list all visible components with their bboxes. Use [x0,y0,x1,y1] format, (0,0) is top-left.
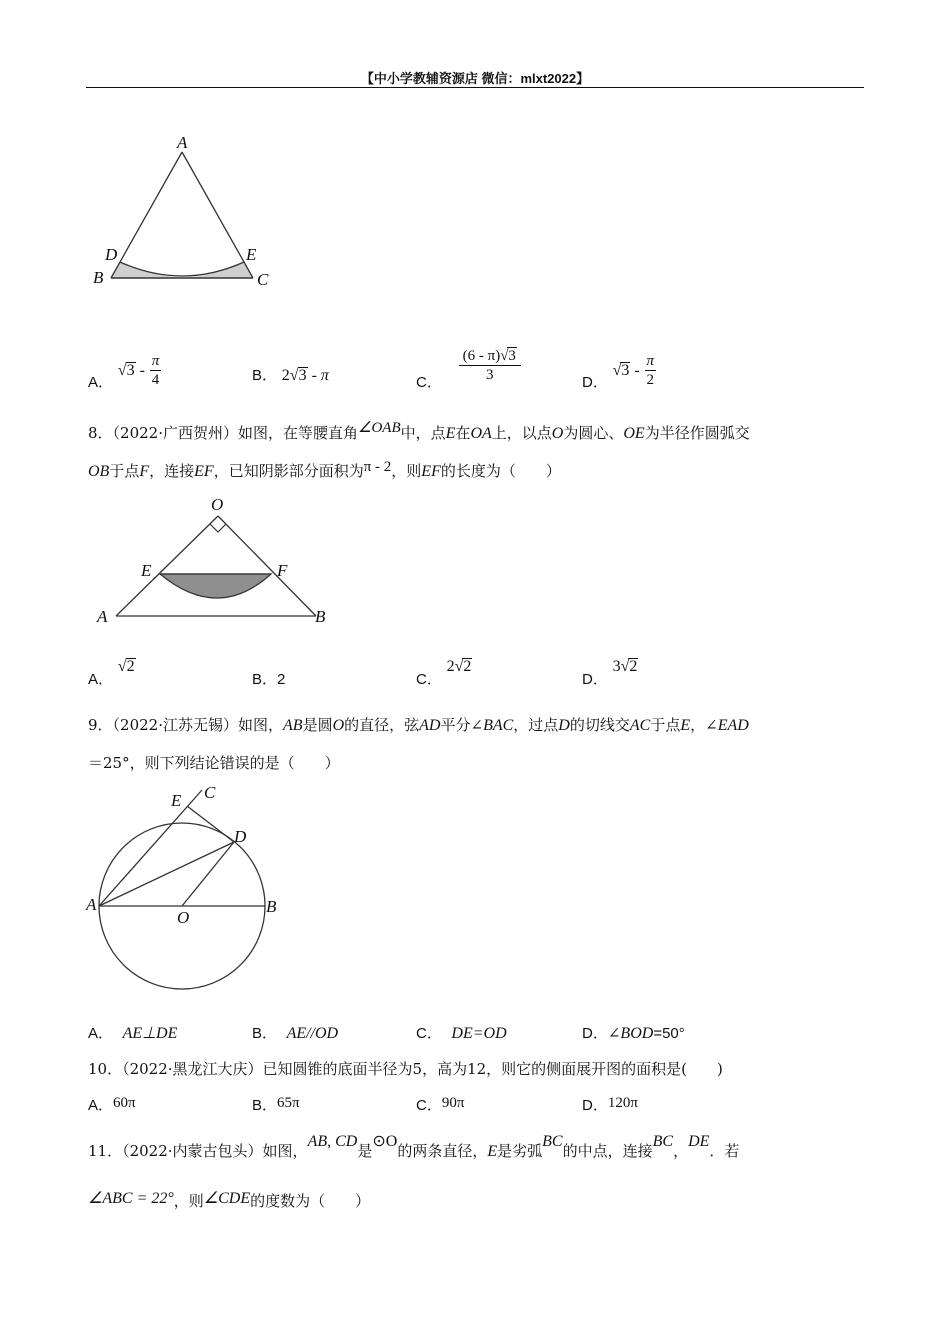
question-number: 8． [88,424,113,442]
label-b: B [315,607,326,626]
q7-option-a[interactable]: A． √3 - $\frac{\pi}{4}$ [88,353,160,391]
radicand: 2 [126,658,135,675]
minus-sign: - [139,361,145,379]
label-f: F [277,561,288,580]
option-value: 65π [277,1095,300,1111]
side-ac [182,152,253,278]
expression-rest: - π [311,367,329,384]
fraction-denominator: 2 [646,372,655,388]
question-source: （2022·内蒙古包头） [122,1142,263,1160]
option-letter: D． [582,373,608,391]
option-letter: A． [88,671,114,688]
fraction-denominator: 3 [486,367,494,383]
question-source: （2022·江苏无锡） [112,716,238,734]
q8-option-a[interactable]: A． √2 [88,658,135,688]
page-header: 【中小学教辅资源店 微信：mlxt2022】 [360,71,590,86]
q8-option-c[interactable]: C． 2√2 [416,658,472,688]
option-text: DE=OD [451,1025,507,1042]
q11-stem-line2: ∠ABC = 22°，则∠CDE的度数为（ ） [88,1190,371,1210]
arc-bc: BC [542,1133,563,1150]
option-letter: A． [88,373,114,391]
q8-stem-line2: OB于点F，连接EF，已知阴影部分面积为π - 2，则EF的长度为（ ） [88,459,561,480]
q8-stem-line1: 8．（2022·广西贺州）如图，在等腰直角∠OAB中，点E在OA上，以点O为圆心、OE为半径作圆弧交 [88,420,750,442]
option-text: BOD [620,1025,654,1042]
shaded-area-value: π - 2 [363,459,392,475]
label-b: B [93,268,104,287]
option-text: AE//OD [286,1025,339,1042]
q10-option-d[interactable] [582,1094,638,1115]
q9-stem-line1: 9．（2022·江苏无锡）如图，AB是圆O的直径，弦AD平分∠BAC，过点D的切线交AC于点E，∠EAD [88,716,749,734]
question-number: 11． [88,1142,123,1160]
option-letter: B． [252,367,278,384]
option-letter: C． [416,373,442,391]
q11-stem-line1: 11．（2022·内蒙古包头）如图，AB, CD是⊙O的两条直径，E是劣弧BC的中点，连接BC，DE．若 [88,1133,740,1160]
option-value: 120π [607,1095,638,1111]
q9-stem-line2: ＝25°，则下列结论错误的是（ ） [88,754,340,772]
q8-option-b[interactable] [252,668,285,689]
q10-option-b[interactable] [252,1094,300,1115]
option-letter: D． [582,1025,608,1042]
radicand: 3 [508,348,516,364]
label-e: E [141,561,152,580]
q10-option-a[interactable] [88,1094,136,1115]
radicand: 2 [463,658,472,675]
side-oa [116,516,218,616]
figure-q7-triangle [88,130,288,295]
circle-o-symbol: ⊙O [372,1133,398,1150]
option-letter: D． [582,671,608,688]
label-c: C [257,270,269,289]
fraction-numerator: π [151,353,160,369]
side-ob [218,516,316,616]
shaded-segment [160,574,271,598]
option-letter: B． [252,1025,278,1042]
figure-q9-circle [84,780,294,992]
q9-option-c[interactable] [416,1022,507,1043]
option-letter: C． [416,1025,442,1042]
q10-stem: 10．（2022·黑龙江大庆）已知圆锥的底面半径为5，高为12，则它的侧面展开图的面积是( ) [88,1060,723,1078]
header-rule [86,87,864,88]
q9-option-b[interactable] [252,1022,338,1043]
radicand: 3 [298,367,307,384]
option-letter: B． [252,1097,278,1114]
label-e: E [171,791,182,810]
question-number: 9． [88,716,113,734]
label-a: A [97,607,108,626]
angle-cde: ∠CDE [203,1190,251,1207]
label-e: E [246,245,257,264]
angle-oab: ∠OAB [358,420,401,436]
numerator-prefix: (6 - π) [462,348,501,364]
q10-option-c[interactable] [416,1094,464,1115]
radicand: 3 [621,361,630,379]
radius-od [182,842,234,906]
option-value: 60π [113,1095,136,1111]
option-letter: A． [88,1097,114,1114]
option-letter: B． [252,671,278,688]
label-d: D [234,827,247,846]
option-letter: D． [582,1097,608,1114]
q7-option-d[interactable]: D． √3 - $\frac{\pi}{2}$ [582,353,655,391]
q8-option-d[interactable]: D． 3√2 [582,658,638,688]
angle-abc-condition: ∠ABC = 22° [88,1190,174,1207]
coefficient: 3 [612,658,621,675]
label-a: A [177,133,188,152]
option-letter: C． [416,1097,442,1114]
fraction-denominator: 4 [151,372,160,388]
q7-option-b[interactable]: B． 2√3 - π [252,367,329,384]
question-number: 10． [88,1060,123,1078]
line-ac [99,790,202,906]
option-text: AE⊥DE [122,1025,178,1042]
fraction-numerator: π [646,353,655,369]
label-c: C [204,783,216,802]
side-ab [111,152,182,278]
option-value: 2 [277,671,286,688]
option-letter: C． [416,671,442,688]
q7-option-c[interactable]: C． $\frac{(6 - \pi)√3}{3}$ [416,337,521,374]
radicand: 2 [629,658,638,675]
label-b: B [266,897,277,916]
q9-option-a[interactable] [88,1022,177,1043]
question-source: （2022·黑龙江大庆） [122,1060,263,1078]
option-letter: A． [88,1025,114,1042]
diameters-ab-cd: AB, CD [307,1133,358,1150]
question-source: （2022·广西贺州） [112,424,238,442]
right-angle-mark [210,524,226,532]
label-o: O [211,495,224,514]
label-d: D [105,245,118,264]
figure-q8-isosceles-right-triangle [88,492,348,632]
label-o: O [177,908,190,927]
radicand: 3 [126,361,135,379]
minus-sign: - [634,361,640,379]
coefficient: 2 [281,367,290,384]
label-a: A [86,895,97,914]
coefficient: 2 [446,658,455,675]
option-value: 90π [441,1095,465,1111]
q9-option-d[interactable]: D．∠BOD=50° [582,1024,685,1042]
